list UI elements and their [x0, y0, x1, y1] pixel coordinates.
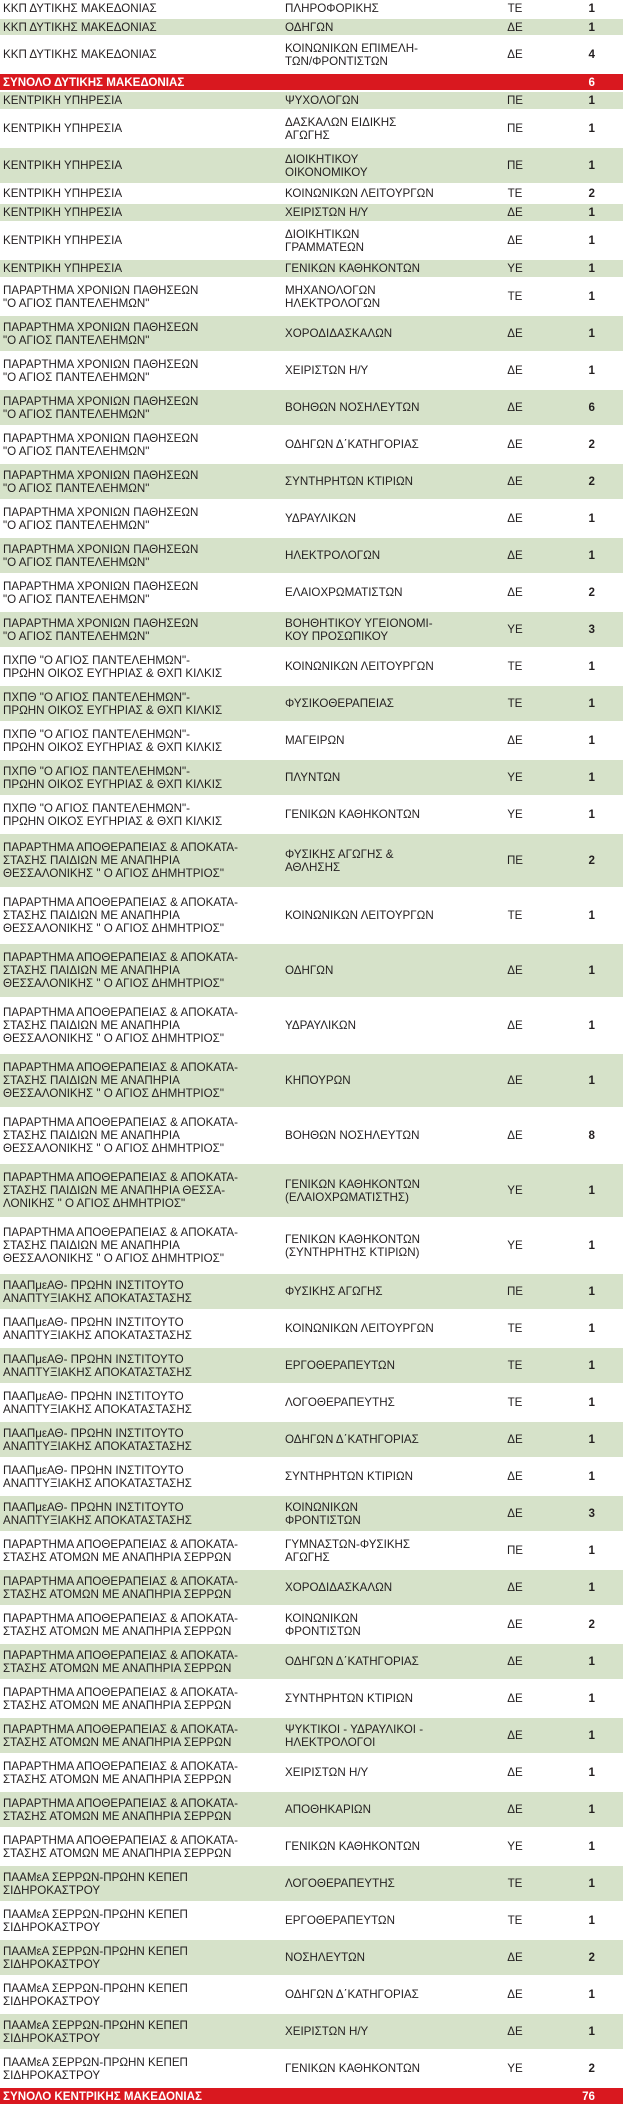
category-cell: ΔΕ — [507, 48, 523, 61]
agency-cell: ΠΧΠΘ "Ο ΑΓΙΟΣ ΠΑΝΤΕΛΕΗΜΩΝ"- ΠΡΩΗΝ ΟΙΚΟΣ ΕΥΓΗΡΙΑΣ & ΘΧΠ ΚΙΛΚΙΣ — [3, 764, 223, 791]
positions-count-cell: 2 — [588, 475, 595, 488]
category-cell: ΔΕ — [507, 234, 523, 247]
category-cell: ΥΕ — [507, 623, 523, 636]
positions-count-cell: 6 — [588, 401, 595, 414]
specialty-cell: ΓΕΝΙΚΩΝ ΚΑΘΗΚΟΝΤΩΝ — [285, 808, 420, 821]
table-row — [0, 204, 623, 222]
category-cell: ΤΕ — [507, 1877, 523, 1890]
specialty-cell: ΒΟΗΘΗΤΙΚΟΥ ΥΓΕΙΟΝΟΜΙ- ΚΟΥ ΠΡΟΣΩΠΙΚΟΥ — [285, 616, 433, 643]
category-cell: ΤΕ — [507, 2, 523, 15]
agency-cell: ΠΑΡΑΡΤΗΜΑ ΧΡΟΝΙΩΝ ΠΑΘΗΣΕΩΝ "Ο ΑΓΙΟΣ ΠΑΝΤΕΛΕΗΜΩΝ" — [3, 431, 199, 458]
category-cell: ΠΕ — [506, 1285, 524, 1298]
specialty-cell: ΧΟΡΟΔΙΔΑΣΚΑΛΩΝ — [285, 1581, 393, 1594]
specialty-cell: ΓΕΝΙΚΩΝ ΚΑΘΗΚΟΝΤΩΝ — [285, 262, 420, 275]
table-row — [0, 1219, 623, 1273]
specialty-cell: ΧΕΙΡΙΣΤΩΝ Η/Υ — [285, 2025, 369, 2038]
category-cell: ΥΕ — [507, 262, 523, 275]
positions-count-cell: 2 — [588, 438, 595, 451]
specialty-cell: ΚΟΙΝΩΝΙΚΩΝ ΦΡΟΝΤΙΣΤΩΝ — [285, 1611, 361, 1638]
specialty-cell: ΑΠΟΘΗΚΑΡΙΩΝ — [285, 1803, 371, 1816]
table-row — [0, 1681, 623, 1717]
category-cell: ΠΕ — [506, 1544, 524, 1557]
table-row — [0, 834, 623, 888]
table-row — [0, 148, 623, 184]
positions-count-cell: 1 — [588, 1359, 595, 1372]
positions-count-cell: 1 — [588, 549, 595, 562]
agency-cell: ΠΧΠΘ "Ο ΑΓΙΟΣ ΠΑΝΤΕΛΕΗΜΩΝ"- ΠΡΩΗΝ ΟΙΚΟΣ ΕΥΓΗΡΙΑΣ & ΘΧΠ ΚΙΛΚΙΣ — [3, 690, 223, 717]
table-row — [0, 1570, 623, 1606]
positions-count-cell: 2 — [588, 2062, 595, 2075]
specialty-cell: ΗΛΕΚΤΡΟΛΟΓΩΝ — [285, 549, 381, 562]
specialty-cell: ΟΔΗΓΩΝ Δ΄ΚΑΤΗΓΟΡΙΑΣ — [285, 1433, 419, 1446]
positions-count-cell: 1 — [588, 1988, 595, 2001]
agency-cell: ΠΑΡΑΡΤΗΜΑ ΧΡΟΝΙΩΝ ΠΑΘΗΣΕΩΝ "Ο ΑΓΙΟΣ ΠΑΝΤΕΛΕΗΜΩΝ" — [3, 505, 199, 532]
agency-cell: ΠΑΡΑΡΤΗΜΑ ΑΠΟΘΕΡΑΠΕΙΑΣ & ΑΠΟΚΑΤΑ- ΣΤΑΣΗΣ ΠΑΙΔΙΩΝ ΜΕ ΑΝΑΠΗΡΙΑ ΘΕΣΣΑΛΟΝΙΚΗΣ " Ο ΑΓΙΟΣ ΔΗΜΗΤΡΙΟΣ" — [3, 1116, 239, 1155]
specialty-cell: ΦΥΣΙΚΗΣ ΑΓΩΓΗΣ & ΑΘΛΗΣΗΣ — [285, 847, 394, 874]
specialty-cell: ΓΥΜΝΑΣΤΩΝ-ΦΥΣΙΚΗΣ ΑΓΩΓΗΣ — [285, 1537, 411, 1564]
agency-cell: ΠΑΑΜεΑ ΣΕΡΡΩΝ-ΠΡΩΗΝ ΚΕΠΕΠ ΣΙΔΗΡΟΚΑΣΤΡΟΥ — [3, 2018, 188, 2045]
table-row — [0, 501, 623, 537]
table-row — [0, 1109, 623, 1163]
category-cell: ΔΕ — [507, 1692, 523, 1705]
agency-cell: ΠΑΡΑΡΤΗΜΑ ΧΡΟΝΙΩΝ ΠΑΘΗΣΕΩΝ "Ο ΑΓΙΟΣ ΠΑΝΤΕΛΕΗΜΩΝ" — [3, 357, 199, 384]
category-cell: ΤΕ — [507, 909, 523, 922]
category-cell: ΔΕ — [507, 734, 523, 747]
positions-count-cell: 1 — [588, 20, 595, 34]
agency-cell: ΠΑΡΑΡΤΗΜΑ ΑΠΟΘΕΡΑΠΕΙΑΣ & ΑΠΟΚΑΤΑ- ΣΤΑΣΗΣ ΑΤΟΜΩΝ ΜΕ ΑΝΑΠΗΡΙΑ ΣΕΡΡΩΝ — [3, 1611, 239, 1638]
positions-count-cell: 1 — [588, 697, 595, 710]
agency-cell: ΚΕΝΤΡΙΚΗ ΥΠΗΡΕΣΙΑ — [3, 262, 123, 275]
category-cell: ΔΕ — [507, 1074, 523, 1087]
specialty-cell: ΓΕΝΙΚΩΝ ΚΑΘΗΚΟΝΤΩΝ — [285, 2062, 420, 2075]
category-cell: ΔΕ — [507, 1951, 523, 1964]
table-row — [0, 686, 623, 722]
specialty-cell: ΔΑΣΚΑΛΩΝ ΕΙΔΙΚΗΣ ΑΓΩΓΗΣ — [285, 115, 397, 142]
agency-cell: ΠΑΡΑΡΤΗΜΑ ΧΡΟΝΙΩΝ ΠΑΘΗΣΕΩΝ "Ο ΑΓΙΟΣ ΠΑΝΤΕΛΕΗΜΩΝ" — [3, 468, 199, 495]
agency-cell: ΠΑΡΑΡΤΗΜΑ ΑΠΟΘΕΡΑΠΕΙΑΣ & ΑΠΟΚΑΤΑ- ΣΤΑΣΗΣ ΑΤΟΜΩΝ ΜΕ ΑΝΑΠΗΡΙΑ ΣΕΡΡΩΝ — [3, 1537, 239, 1564]
category-cell: ΔΕ — [507, 1766, 523, 1779]
positions-count-cell: 2 — [588, 586, 595, 599]
table-row — [0, 316, 623, 352]
agency-cell: ΠΑΡΑΡΤΗΜΑ ΑΠΟΘΕΡΑΠΕΙΑΣ & ΑΠΟΚΑΤΑ- ΣΤΑΣΗΣ ΠΑΙΔΙΩΝ ΜΕ ΑΝΑΠΗΡΙΑ ΘΕΣΣΑΛΟΝΙΚΗΣ " Ο ΑΓΙΟΣ ΔΗΜΗΤΡΙΟΣ" — [3, 1226, 239, 1265]
category-cell: ΔΕ — [507, 1618, 523, 1631]
positions-count-cell: 1 — [588, 734, 595, 747]
agency-cell: ΠΑΑΠμεΑΘ- ΠΡΩΗΝ ΙΝΣΤΙΤΟΥΤΟ ΑΝΑΠΤΥΞΙΑΚΗΣ ΑΠΟΚΑΤΑΣΤΑΣΗΣ — [3, 1278, 192, 1305]
agency-cell: ΚΚΠ ΔΥΤΙΚΗΣ ΜΑΚΕΔΟΝΙΑΣ — [3, 20, 157, 34]
table-row — [0, 1496, 623, 1532]
table-row — [0, 1755, 623, 1791]
total-count: 76 — [582, 2089, 595, 2103]
specialty-cell: ΓΕΝΙΚΩΝ ΚΑΘΗΚΟΝΤΩΝ (ΕΛΑΙΟΧΡΩΜΑΤΙΣΤΗΣ) — [285, 1177, 420, 1204]
positions-count-cell: 1 — [588, 512, 595, 525]
agency-cell: ΠΑΡΑΡΤΗΜΑ ΧΡΟΝΙΩΝ ΠΑΘΗΣΕΩΝ "Ο ΑΓΙΟΣ ΠΑΝΤΕΛΕΗΜΩΝ" — [3, 283, 199, 310]
table-row — [0, 1054, 623, 1108]
specialty-cell: ΚΗΠΟΥΡΩΝ — [285, 1074, 351, 1087]
agency-cell: ΠΑΡΑΡΤΗΜΑ ΑΠΟΘΕΡΑΠΕΙΑΣ & ΑΠΟΚΑΤΑ- ΣΤΑΣΗΣ ΑΤΟΜΩΝ ΜΕ ΑΝΑΠΗΡΙΑ ΣΕΡΡΩΝ — [3, 1685, 239, 1712]
category-cell: ΔΕ — [507, 2025, 523, 2038]
specialty-cell: ΨΥΚΤΙΚΟΙ - ΥΔΡΑΥΛΙΚΟΙ - ΗΛΕΚΤΡΟΛΟΓΟΙ — [285, 1722, 424, 1749]
specialty-cell: ΧΕΙΡΙΣΤΩΝ Η/Υ — [285, 206, 369, 219]
category-cell: ΔΕ — [507, 401, 523, 414]
category-cell: ΔΕ — [507, 206, 523, 219]
specialty-cell: ΧΕΙΡΙΣΤΩΝ Η/Υ — [285, 364, 369, 377]
category-cell: ΥΕ — [507, 1239, 523, 1252]
category-cell: ΔΕ — [507, 1581, 523, 1594]
positions-count-cell: 1 — [588, 1285, 595, 1298]
table-row — [0, 723, 623, 759]
category-cell: ΔΕ — [507, 1507, 523, 1520]
category-cell: ΔΕ — [507, 1129, 523, 1142]
agency-cell: ΠΑΡΑΡΤΗΜΑ ΑΠΟΘΕΡΑΠΕΙΑΣ & ΑΠΟΚΑΤΑ- ΣΤΑΣΗΣ ΠΑΙΔΙΩΝ ΜΕ ΑΝΑΠΗΡΙΑ ΘΕΣΣΑΛΟΝΙΚΗΣ " Ο ΑΓΙΟΣ ΔΗΜΗΤΡΙΟΣ" — [3, 1061, 239, 1100]
positions-count-cell: 2 — [588, 1618, 595, 1631]
agency-cell: ΠΑΑΠμεΑΘ- ΠΡΩΗΝ ΙΝΣΤΙΤΟΥΤΟ ΑΝΑΠΤΥΞΙΑΚΗΣ ΑΠΟΚΑΤΑΣΤΑΣΗΣ — [3, 1352, 192, 1379]
table-row — [0, 19, 623, 36]
table-row — [0, 649, 623, 685]
category-cell: ΔΕ — [507, 512, 523, 525]
agency-cell: ΠΑΡΑΡΤΗΜΑ ΑΠΟΘΕΡΑΠΕΙΑΣ & ΑΠΟΚΑΤΑ- ΣΤΑΣΗΣ ΠΑΙΔΙΩΝ ΜΕ ΑΝΑΠΗΡΙΑ ΘΕΣΣΑΛΟΝΙΚΗΣ " Ο ΑΓΙΟΣ ΔΗΜΗΤΡΙΟΣ" — [3, 896, 239, 935]
category-cell: ΠΕ — [506, 94, 524, 107]
table-row — [0, 1311, 623, 1347]
specialty-cell: ΜΗΧΑΝΟΛΟΓΩΝ ΗΛΕΚΤΡΟΛΟΓΩΝ — [285, 283, 381, 310]
table-row — [0, 760, 623, 796]
positions-count-cell: 2 — [588, 854, 595, 867]
specialty-cell: ΚΟΙΝΩΝΙΚΩΝ ΛΕΙΤΟΥΡΓΩΝ — [285, 1322, 434, 1335]
agency-cell: ΠΑΡΑΡΤΗΜΑ ΧΡΟΝΙΩΝ ΠΑΘΗΣΕΩΝ "Ο ΑΓΙΟΣ ΠΑΝΤΕΛΕΗΜΩΝ" — [3, 320, 199, 347]
agency-cell: ΠΑΡΑΡΤΗΜΑ ΑΠΟΘΕΡΑΠΕΙΑΣ & ΑΠΟΚΑΤΑ- ΣΤΑΣΗΣ ΑΤΟΜΩΝ ΜΕ ΑΝΑΠΗΡΙΑ ΣΕΡΡΩΝ — [3, 1796, 239, 1823]
table-row — [0, 223, 623, 259]
agency-cell: ΠΧΠΘ "Ο ΑΓΙΟΣ ΠΑΝΤΕΛΕΗΜΩΝ"- ΠΡΩΗΝ ΟΙΚΟΣ ΕΥΓΗΡΙΑΣ & ΘΧΠ ΚΙΛΚΙΣ — [3, 653, 223, 680]
table-row — [0, 111, 623, 147]
category-cell: ΤΕ — [507, 1359, 523, 1372]
positions-count-cell: 1 — [588, 364, 595, 377]
specialty-cell: ΛΟΓΟΘΕΡΑΠΕΥΤΗΣ — [285, 1877, 395, 1890]
positions-count-cell: 1 — [588, 94, 595, 107]
category-cell: ΔΕ — [507, 1433, 523, 1446]
table-row — [0, 427, 623, 463]
table-row — [0, 944, 623, 998]
table-row — [0, 1829, 623, 1865]
specialty-cell: ΣΥΝΤΗΡΗΤΩΝ ΚΤΙΡΙΩΝ — [285, 1692, 413, 1705]
category-cell: ΔΕ — [507, 1470, 523, 1483]
specialty-cell: ΒΟΗΘΩΝ ΝΟΣΗΛΕΥΤΩΝ — [285, 1129, 420, 1142]
positions-count-cell: 1 — [588, 964, 595, 977]
category-cell: ΔΕ — [507, 1803, 523, 1816]
category-cell: ΔΕ — [507, 1655, 523, 1668]
agency-cell: ΚΕΝΤΡΙΚΗ ΥΠΗΡΕΣΙΑ — [3, 187, 123, 200]
table-row — [0, 797, 623, 833]
specialty-cell: ΧΕΙΡΙΣΤΩΝ Η/Υ — [285, 1766, 369, 1779]
specialty-cell: ΚΟΙΝΩΝΙΚΩΝ ΛΕΙΤΟΥΡΓΩΝ — [285, 909, 434, 922]
table-row — [0, 612, 623, 648]
category-cell: ΔΕ — [507, 438, 523, 451]
positions-count-cell: 8 — [588, 1129, 595, 1142]
positions-count-cell: 1 — [588, 1581, 595, 1594]
agency-cell: ΚΚΠ ΔΥΤΙΚΗΣ ΜΑΚΕΔΟΝΙΑΣ — [3, 2, 157, 15]
specialty-cell: ΠΛΗΡΟΦΟΡΙΚΗΣ — [285, 2, 379, 15]
category-cell: ΤΕ — [507, 1396, 523, 1409]
table-row — [0, 999, 623, 1053]
table-row — [0, 1718, 623, 1754]
agency-cell: ΚΕΝΤΡΙΚΗ ΥΠΗΡΕΣΙΑ — [3, 234, 123, 247]
positions-count-cell: 4 — [588, 48, 595, 61]
table-row — [0, 353, 623, 389]
positions-count-cell: 1 — [588, 234, 595, 247]
specialty-cell: ΟΔΗΓΩΝ Δ΄ΚΑΤΗΓΟΡΙΑΣ — [285, 438, 419, 451]
specialty-cell: ΜΑΓΕΙΡΩΝ — [285, 734, 345, 747]
category-cell: ΠΕ — [506, 854, 524, 867]
agency-cell: ΠΑΑΠμεΑΘ- ΠΡΩΗΝ ΙΝΣΤΙΤΟΥΤΟ ΑΝΑΠΤΥΞΙΑΚΗΣ ΑΠΟΚΑΤΑΣΤΑΣΗΣ — [3, 1500, 192, 1527]
category-cell: ΔΕ — [507, 586, 523, 599]
positions-count-cell: 1 — [588, 909, 595, 922]
table-row — [0, 2051, 623, 2087]
table-row — [0, 889, 623, 943]
agency-cell: ΚΕΝΤΡΙΚΗ ΥΠΗΡΕΣΙΑ — [3, 206, 123, 219]
total-row — [0, 74, 623, 91]
table-row — [0, 185, 623, 203]
agency-cell: ΠΑΡΑΡΤΗΜΑ ΑΠΟΘΕΡΑΠΕΙΑΣ & ΑΠΟΚΑΤΑ- ΣΤΑΣΗΣ ΠΑΙΔΙΩΝ ΜΕ ΑΝΑΠΗΡΙΑ ΘΕΣΣΑ- ΛΟΝΙΚΗΣ " Ο ΑΓΙΟΣ ΔΗΜΗΤΡΙΟΣ" — [3, 1171, 239, 1210]
table-row — [0, 464, 623, 500]
table-row — [0, 260, 623, 278]
positions-count-cell: 1 — [588, 327, 595, 340]
table-row — [0, 92, 623, 110]
category-cell: ΠΕ — [506, 159, 524, 172]
positions-count-cell: 1 — [588, 1914, 595, 1927]
positions-count-cell: 1 — [588, 1396, 595, 1409]
positions-count-cell: 1 — [588, 1877, 595, 1890]
total-label: ΣΥΝΟΛΟ ΚΕΝΤΡΙΚΗΣ ΜΑΚΕΔΟΝΙΑΣ — [3, 2089, 202, 2103]
category-cell: ΔΕ — [507, 964, 523, 977]
specialty-cell: ΛΟΓΟΘΕΡΑΠΕΥΤΗΣ — [285, 1396, 395, 1409]
specialty-cell: ΕΛΑΙΟΧΡΩΜΑΤΙΣΤΩΝ — [285, 586, 403, 599]
category-cell: ΥΕ — [507, 771, 523, 784]
table-row — [0, 1422, 623, 1458]
specialty-cell: ΚΟΙΝΩΝΙΚΩΝ ΛΕΙΤΟΥΡΓΩΝ — [285, 187, 434, 200]
category-cell: ΠΕ — [506, 122, 524, 135]
category-cell: ΔΕ — [507, 364, 523, 377]
specialty-cell: ΟΔΗΓΩΝ — [285, 20, 334, 34]
table-row — [0, 1164, 623, 1218]
specialty-cell: ΥΔΡΑΥΛΙΚΩΝ — [285, 512, 356, 525]
agency-cell: ΚΕΝΤΡΙΚΗ ΥΠΗΡΕΣΙΑ — [3, 122, 123, 135]
agency-cell: ΠΑΑΜεΑ ΣΕΡΡΩΝ-ΠΡΩΗΝ ΚΕΠΕΠ ΣΙΔΗΡΟΚΑΣΤΡΟΥ — [3, 1907, 188, 1934]
total-count: 6 — [588, 75, 595, 89]
specialty-cell: ΧΟΡΟΔΙΔΑΣΚΑΛΩΝ — [285, 327, 393, 340]
positions-count-cell: 2 — [588, 1951, 595, 1964]
positions-count-cell: 1 — [588, 1019, 595, 1032]
category-cell: ΔΕ — [507, 549, 523, 562]
positions-count-cell: 1 — [588, 1729, 595, 1742]
category-cell: ΔΕ — [507, 1988, 523, 2001]
agency-cell: ΠΑΡΑΡΤΗΜΑ ΧΡΟΝΙΩΝ ΠΑΘΗΣΕΩΝ "Ο ΑΓΙΟΣ ΠΑΝΤΕΛΕΗΜΩΝ" — [3, 616, 199, 643]
specialty-cell: ΣΥΝΤΗΡΗΤΩΝ ΚΤΙΡΙΩΝ — [285, 1470, 413, 1483]
table-row — [0, 1940, 623, 1976]
category-cell: ΤΕ — [507, 660, 523, 673]
agency-cell: ΚΕΝΤΡΙΚΗ ΥΠΗΡΕΣΙΑ — [3, 94, 123, 107]
specialty-cell: ΚΟΙΝΩΝΙΚΩΝ ΦΡΟΝΤΙΣΤΩΝ — [285, 1500, 361, 1527]
table-row — [0, 1866, 623, 1902]
positions-count-cell: 1 — [588, 159, 595, 172]
agency-cell: ΠΑΑΠμεΑΘ- ΠΡΩΗΝ ΙΝΣΤΙΤΟΥΤΟ ΑΝΑΠΤΥΞΙΑΚΗΣ ΑΠΟΚΑΤΑΣΤΑΣΗΣ — [3, 1315, 192, 1342]
positions-count-cell: 3 — [588, 1507, 595, 1520]
positions-count-cell: 1 — [588, 290, 595, 303]
agency-cell: ΠΑΡΑΡΤΗΜΑ ΑΠΟΘΕΡΑΠΕΙΑΣ & ΑΠΟΚΑΤΑ- ΣΤΑΣΗΣ ΠΑΙΔΙΩΝ ΜΕ ΑΝΑΠΗΡΙΑ ΘΕΣΣΑΛΟΝΙΚΗΣ " Ο ΑΓΙΟΣ ΔΗΜΗΤΡΙΟΣ" — [3, 1006, 239, 1045]
specialty-cell: ΒΟΗΘΩΝ ΝΟΣΗΛΕΥΤΩΝ — [285, 401, 420, 414]
agency-cell: ΚΚΠ ΔΥΤΙΚΗΣ ΜΑΚΕΔΟΝΙΑΣ — [3, 48, 157, 61]
positions-count-cell: 1 — [588, 771, 595, 784]
table-row — [0, 538, 623, 574]
positions-count-cell: 1 — [588, 1803, 595, 1816]
agency-cell: ΠΑΑΠμεΑΘ- ΠΡΩΗΝ ΙΝΣΤΙΤΟΥΤΟ ΑΝΑΠΤΥΞΙΑΚΗΣ ΑΠΟΚΑΤΑΣΤΑΣΗΣ — [3, 1389, 192, 1416]
agency-cell: ΠΑΡΑΡΤΗΜΑ ΑΠΟΘΕΡΑΠΕΙΑΣ & ΑΠΟΚΑΤΑ- ΣΤΑΣΗΣ ΑΤΟΜΩΝ ΜΕ ΑΝΑΠΗΡΙΑ ΣΕΡΡΩΝ — [3, 1759, 239, 1786]
category-cell: ΤΕ — [507, 697, 523, 710]
specialty-cell: ΦΥΣΙΚΟΘΕΡΑΠΕΙΑΣ — [285, 697, 394, 710]
positions-count-cell: 1 — [588, 122, 595, 135]
total-label: ΣΥΝΟΛΟ ΔΥΤΙΚΗΣ ΜΑΚΕΔΟΝΙΑΣ — [3, 75, 185, 89]
category-cell: ΔΕ — [507, 20, 523, 34]
positions-count-cell: 1 — [588, 1239, 595, 1252]
specialty-cell: ΣΥΝΤΗΡΗΤΩΝ ΚΤΙΡΙΩΝ — [285, 475, 413, 488]
table-row — [0, 1792, 623, 1828]
positions-count-cell: 2 — [588, 187, 595, 200]
category-cell: ΥΕ — [507, 1840, 523, 1853]
positions-count-cell: 1 — [588, 1433, 595, 1446]
category-cell: ΥΕ — [507, 808, 523, 821]
category-cell: ΥΕ — [507, 2062, 523, 2075]
specialty-cell: ΦΥΣΙΚΗΣ ΑΓΩΓΗΣ — [285, 1285, 383, 1298]
category-cell: ΔΕ — [507, 1019, 523, 1032]
agency-cell: ΠΑΑΠμεΑΘ- ΠΡΩΗΝ ΙΝΣΤΙΤΟΥΤΟ ΑΝΑΠΤΥΞΙΑΚΗΣ ΑΠΟΚΑΤΑΣΤΑΣΗΣ — [3, 1426, 192, 1453]
agency-cell: ΠΧΠΘ "Ο ΑΓΙΟΣ ΠΑΝΤΕΛΕΗΜΩΝ"- ΠΡΩΗΝ ΟΙΚΟΣ ΕΥΓΗΡΙΑΣ & ΘΧΠ ΚΙΛΚΙΣ — [3, 801, 223, 828]
table-row — [0, 1459, 623, 1495]
positions-count-cell: 3 — [588, 623, 595, 636]
specialty-cell: ΕΡΓΟΘΕΡΑΠΕΥΤΩΝ — [285, 1359, 395, 1372]
specialty-cell: ΨΥΧΟΛΟΓΩΝ — [285, 94, 359, 107]
agency-cell: ΠΧΠΘ "Ο ΑΓΙΟΣ ΠΑΝΤΕΛΕΗΜΩΝ"- ΠΡΩΗΝ ΟΙΚΟΣ ΕΥΓΗΡΙΑΣ & ΘΧΠ ΚΙΛΚΙΣ — [3, 727, 223, 754]
agency-cell: ΠΑΡΑΡΤΗΜΑ ΧΡΟΝΙΩΝ ΠΑΘΗΣΕΩΝ "Ο ΑΓΙΟΣ ΠΑΝΤΕΛΕΗΜΩΝ" — [3, 579, 199, 606]
category-cell: ΤΕ — [507, 187, 523, 200]
agency-cell: ΠΑΡΑΡΤΗΜΑ ΑΠΟΘΕΡΑΠΕΙΑΣ & ΑΠΟΚΑΤΑ- ΣΤΑΣΗΣ ΠΑΙΔΙΩΝ ΜΕ ΑΝΑΠΗΡΙΑ ΘΕΣΣΑΛΟΝΙΚΗΣ " Ο ΑΓΙΟΣ ΔΗΜΗΤΡΙΟΣ" — [3, 951, 239, 990]
positions-count-cell: 1 — [588, 1322, 595, 1335]
category-cell: ΤΕ — [507, 290, 523, 303]
positions-count-cell: 1 — [588, 206, 595, 219]
category-cell: ΔΕ — [507, 327, 523, 340]
category-cell: ΔΕ — [507, 1729, 523, 1742]
positions-count-cell: 1 — [588, 1470, 595, 1483]
positions-count-cell: 1 — [588, 2, 595, 15]
positions-count-cell: 1 — [588, 262, 595, 275]
specialty-cell: ΟΔΗΓΩΝ — [285, 964, 334, 977]
agency-cell: ΠΑΑΠμεΑΘ- ΠΡΩΗΝ ΙΝΣΤΙΤΟΥΤΟ ΑΝΑΠΤΥΞΙΑΚΗΣ ΑΠΟΚΑΤΑΣΤΑΣΗΣ — [3, 1463, 192, 1490]
specialty-cell: ΠΛΥΝΤΩΝ — [285, 771, 341, 784]
table-row — [0, 1533, 623, 1569]
specialty-cell: ΝΟΣΗΛΕΥΤΩΝ — [285, 1951, 366, 1964]
table-row — [0, 1385, 623, 1421]
table-row — [0, 1607, 623, 1643]
specialty-cell: ΚΟΙΝΩΝΙΚΩΝ ΛΕΙΤΟΥΡΓΩΝ — [285, 660, 434, 673]
agency-cell: ΠΑΡΑΡΤΗΜΑ ΧΡΟΝΙΩΝ ΠΑΘΗΣΕΩΝ "Ο ΑΓΙΟΣ ΠΑΝΤΕΛΕΗΜΩΝ" — [3, 394, 199, 421]
positions-count-cell: 1 — [588, 1692, 595, 1705]
specialty-cell: ΥΔΡΑΥΛΙΚΩΝ — [285, 1019, 356, 1032]
table-row — [0, 575, 623, 611]
positions-count-cell: 1 — [588, 1074, 595, 1087]
table-row — [0, 1977, 623, 2013]
specialty-cell: ΔΙΟΙΚΗΤΙΚΩΝ ΓΡΑΜΜΑΤΕΩΝ — [285, 227, 365, 254]
category-cell: ΔΕ — [507, 475, 523, 488]
agency-cell: ΠΑΡΑΡΤΗΜΑ ΑΠΟΘΕΡΑΠΕΙΑΣ & ΑΠΟΚΑΤΑ- ΣΤΑΣΗΣ ΑΤΟΜΩΝ ΜΕ ΑΝΑΠΗΡΙΑ ΣΕΡΡΩΝ — [3, 1722, 239, 1749]
positions-count-cell: 1 — [588, 1544, 595, 1557]
specialty-cell: ΟΔΗΓΩΝ Δ΄ΚΑΤΗΓΟΡΙΑΣ — [285, 1988, 419, 2001]
table-row — [0, 1274, 623, 1310]
agency-cell: ΠΑΡΑΡΤΗΜΑ ΑΠΟΘΕΡΑΠΕΙΑΣ & ΑΠΟΚΑΤΑ- ΣΤΑΣΗΣ ΑΤΟΜΩΝ ΜΕ ΑΝΑΠΗΡΙΑ ΣΕΡΡΩΝ — [3, 1833, 239, 1860]
category-cell: ΤΕ — [507, 1322, 523, 1335]
table-row — [0, 0, 623, 18]
agency-cell: ΠΑΑΜεΑ ΣΕΡΡΩΝ-ΠΡΩΗΝ ΚΕΠΕΠ ΣΙΔΗΡΟΚΑΣΤΡΟΥ — [3, 1981, 188, 2008]
category-cell: ΥΕ — [507, 1184, 523, 1197]
agency-cell: ΚΕΝΤΡΙΚΗ ΥΠΗΡΕΣΙΑ — [3, 159, 123, 172]
table-row — [0, 1903, 623, 1939]
positions-count-cell: 1 — [588, 1184, 595, 1197]
table-row — [0, 1644, 623, 1680]
table-row — [0, 279, 623, 315]
positions-count-cell: 1 — [588, 808, 595, 821]
agency-cell: ΠΑΑΜεΑ ΣΕΡΡΩΝ-ΠΡΩΗΝ ΚΕΠΕΠ ΣΙΔΗΡΟΚΑΣΤΡΟΥ — [3, 1870, 188, 1897]
agency-cell: ΠΑΡΑΡΤΗΜΑ ΑΠΟΘΕΡΑΠΕΙΑΣ & ΑΠΟΚΑΤΑ- ΣΤΑΣΗΣ ΠΑΙΔΙΩΝ ΜΕ ΑΝΑΠΗΡΙΑ ΘΕΣΣΑΛΟΝΙΚΗΣ " Ο ΑΓΙΟΣ ΔΗΜΗΤΡΙΟΣ" — [3, 841, 239, 880]
positions-count-cell: 1 — [588, 660, 595, 673]
specialty-cell: ΔΙΟΙΚΗΤΙΚΟΥ ΟΙΚΟΝΟΜΙΚΟΥ — [285, 152, 368, 179]
table-row — [0, 390, 623, 426]
positions-count-cell: 1 — [588, 1840, 595, 1853]
specialty-cell: ΓΕΝΙΚΩΝ ΚΑΘΗΚΟΝΤΩΝ (ΣΥΝΤΗΡΗΤΗΣ ΚΤΙΡΙΩΝ) — [285, 1232, 420, 1259]
positions-count-cell: 1 — [588, 1766, 595, 1779]
specialty-cell: ΓΕΝΙΚΩΝ ΚΑΘΗΚΟΝΤΩΝ — [285, 1840, 420, 1853]
positions-count-cell: 1 — [588, 1655, 595, 1668]
agency-cell: ΠΑΡΑΡΤΗΜΑ ΧΡΟΝΙΩΝ ΠΑΘΗΣΕΩΝ "Ο ΑΓΙΟΣ ΠΑΝΤΕΛΕΗΜΩΝ" — [3, 542, 199, 569]
agency-cell: ΠΑΡΑΡΤΗΜΑ ΑΠΟΘΕΡΑΠΕΙΑΣ & ΑΠΟΚΑΤΑ- ΣΤΑΣΗΣ ΑΤΟΜΩΝ ΜΕ ΑΝΑΠΗΡΙΑ ΣΕΡΡΩΝ — [3, 1574, 239, 1601]
table-row — [0, 1348, 623, 1384]
specialty-cell: ΟΔΗΓΩΝ Δ΄ΚΑΤΗΓΟΡΙΑΣ — [285, 1655, 419, 1668]
agency-cell: ΠΑΑΜεΑ ΣΕΡΡΩΝ-ΠΡΩΗΝ ΚΕΠΕΠ ΣΙΔΗΡΟΚΑΣΤΡΟΥ — [3, 1944, 188, 1971]
table-row — [0, 37, 623, 73]
agency-cell: ΠΑΑΜεΑ ΣΕΡΡΩΝ-ΠΡΩΗΝ ΚΕΠΕΠ ΣΙΔΗΡΟΚΑΣΤΡΟΥ — [3, 2055, 188, 2082]
positions-count-cell: 1 — [588, 2025, 595, 2038]
specialty-cell: ΕΡΓΟΘΕΡΑΠΕΥΤΩΝ — [285, 1914, 395, 1927]
category-cell: ΤΕ — [507, 1914, 523, 1927]
total-row — [0, 2088, 623, 2105]
specialty-cell: ΚΟΙΝΩΝΙΚΩΝ ΕΠΙΜΕΛΗ- ΤΩΝ/ΦΡΟΝΤΙΣΤΩΝ — [285, 41, 418, 68]
table-row — [0, 2014, 623, 2050]
agency-cell: ΠΑΡΑΡΤΗΜΑ ΑΠΟΘΕΡΑΠΕΙΑΣ & ΑΠΟΚΑΤΑ- ΣΤΑΣΗΣ ΑΤΟΜΩΝ ΜΕ ΑΝΑΠΗΡΙΑ ΣΕΡΡΩΝ — [3, 1648, 239, 1675]
